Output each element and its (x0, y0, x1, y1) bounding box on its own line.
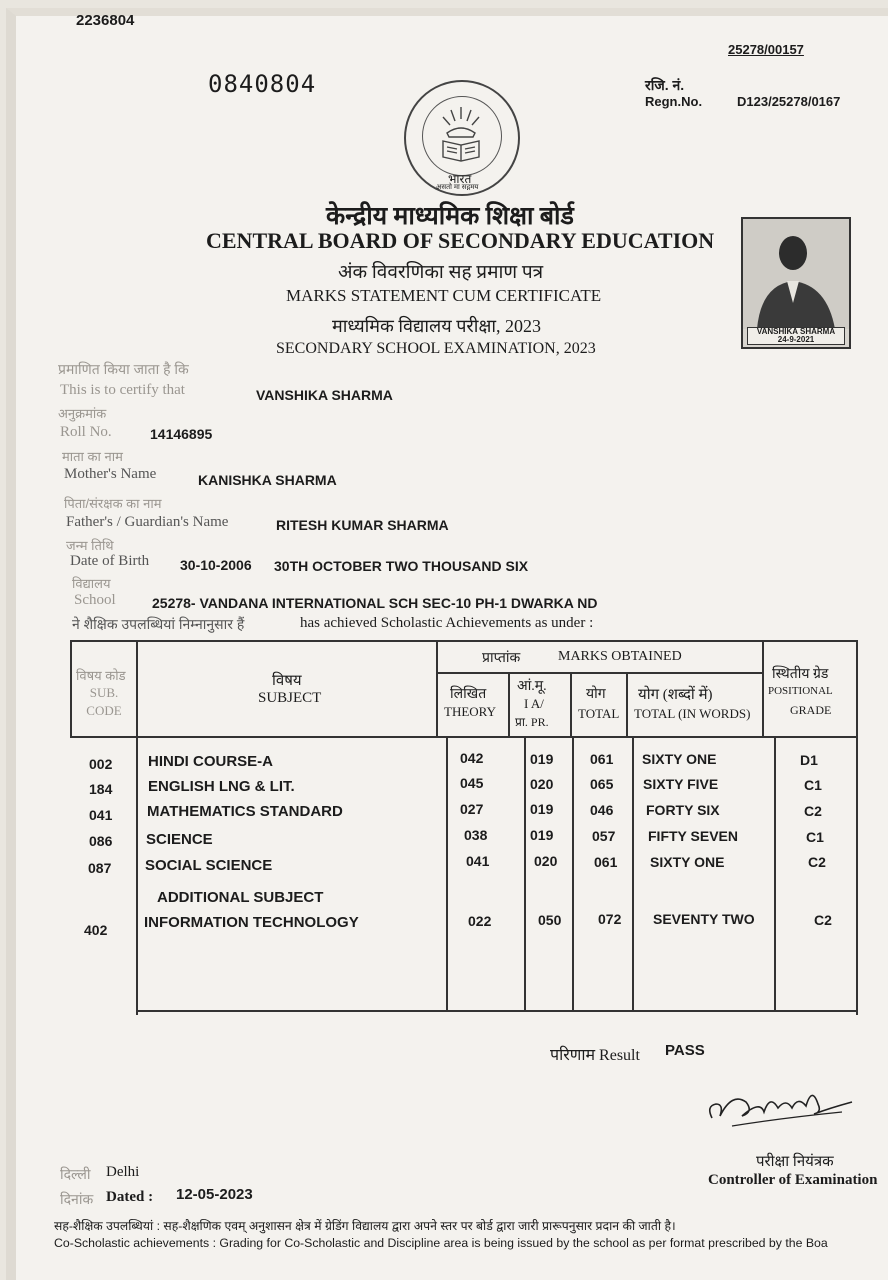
dob-label-hindi: जन्म तिथि (66, 538, 114, 553)
row-2-subject: ENGLISH LNG & LIT. (148, 778, 295, 795)
seal-motto: असतो मा सद्गमय (436, 184, 479, 191)
header-ia: I A/ (524, 696, 544, 711)
exam-title-hindi: माध्यमिक विद्यालय परीक्षा, 2023 (332, 316, 542, 336)
row-6-subject: INFORMATION TECHNOLOGY (144, 914, 359, 931)
row-3-grade: C2 (804, 803, 822, 819)
school-label-hindi: विद्यालय (72, 576, 111, 591)
header-marks-hindi: प्राप्तांक (482, 651, 521, 666)
row-5-total: 061 (594, 854, 618, 870)
dob-label: Date of Birth (70, 553, 150, 569)
header-grade-line2: GRADE (790, 703, 832, 717)
regn-label: Regn.No. (645, 94, 703, 109)
mother-label-hindi: माता का नाम (62, 449, 123, 464)
header-practical: प्रा. PR. (515, 715, 549, 729)
place-value: Delhi (106, 1164, 140, 1180)
reference-number-top: 25278/00157 (728, 42, 804, 57)
regn-label-hindi: रजि. नं. (645, 77, 685, 93)
certify-label-hindi: प्रमाणित किया जाता है कि (58, 361, 189, 377)
father-label-hindi: पिता/संरक्षक का नाम (64, 496, 162, 511)
row-4-theory: 038 (464, 827, 488, 843)
row-5-code: 087 (88, 860, 112, 876)
student-name: VANSHIKA SHARMA (256, 387, 393, 403)
cbse-seal-emblem (404, 80, 520, 196)
row-6-theory: 022 (468, 913, 492, 929)
row-3-theory: 027 (460, 801, 484, 817)
date-of-birth: 30-10-2006 (180, 557, 252, 573)
row-6-grade: C2 (814, 912, 832, 928)
header-marks: MARKS OBTAINED (558, 649, 682, 664)
row-4-subject: SCIENCE (146, 831, 213, 848)
row-6-ia: 050 (538, 912, 562, 928)
row-6-code: 402 (84, 922, 108, 938)
regn-number: D123/25278/0167 (737, 94, 841, 109)
serial-number-top: 2236804 (76, 12, 135, 29)
row-2-grade: C1 (804, 777, 822, 793)
board-name: CENTRAL BOARD OF SECONDARY EDUCATION (206, 228, 715, 253)
achieved-label-hindi: ने शैक्षिक उपलब्धियां निम्नानुसार हैं (72, 616, 245, 632)
header-code: SUB. CODE (86, 685, 122, 718)
header-words-hindi: योग (शब्दों में) (638, 687, 713, 703)
controller-title-hindi: परीक्षा नियंत्रक (756, 1154, 834, 1170)
row-5-grade: C2 (808, 854, 826, 870)
row-2-ia: 020 (530, 776, 554, 792)
row-1-ia: 019 (530, 751, 554, 767)
row-4-ia: 019 (530, 827, 554, 843)
exam-title: SECONDARY SCHOOL EXAMINATION, 2023 (276, 340, 596, 357)
header-grade-hindi: स्थितीय ग्रेड (772, 667, 829, 682)
footer-note-hindi: सह-शैक्षिक उपलब्धियां : सह-शैक्षणिक एवम् अनुशासन क्षेत्र में ग्रेडिंग विद्यालय द्वारा अपने स्तर पर बोर्ड द्वारा जारी प्रारूपनुसार प्रदान की जाती है। (54, 1219, 676, 1233)
row-3-ia: 019 (530, 801, 554, 817)
mother-label: Mother's Name (64, 466, 157, 482)
result-value: PASS (665, 1042, 705, 1059)
controller-title: Controller of Examination (708, 1172, 878, 1188)
header-ia-hindi: आं.मू. (517, 679, 547, 694)
issue-date: 12-05-2023 (176, 1186, 253, 1203)
result-label: परिणाम Result (550, 1047, 640, 1064)
row-2-total: 065 (590, 776, 614, 792)
row-5-words: SIXTY ONE (650, 854, 725, 870)
dated-label-hindi: दिनांक (60, 1191, 94, 1207)
document-title-hindi: अंक विवरणिका सह प्रमाण पत्र (338, 262, 544, 283)
header-subject-hindi: विषय (272, 673, 302, 689)
row-4-total: 057 (592, 828, 616, 844)
lamp-book-icon (423, 97, 500, 174)
row-1-code: 002 (89, 756, 113, 772)
row-3-code: 041 (89, 807, 113, 823)
row-2-code: 184 (89, 781, 113, 797)
row-6-words: SEVENTY TWO (653, 911, 755, 927)
roll-number: 14146895 (150, 426, 213, 442)
row-1-theory: 042 (460, 750, 484, 766)
photo-caption (747, 327, 845, 345)
row-1-subject: HINDI COURSE-A (148, 753, 274, 770)
roll-label-hindi: अनुक्रमांक (58, 406, 107, 421)
photo-caption-date: 24-9-2021 (777, 335, 815, 344)
student-photo (741, 217, 851, 349)
header-words: TOTAL (IN WORDS) (634, 706, 751, 721)
row-6-total: 072 (598, 911, 622, 927)
header-grade-line1: POSITIONAL (768, 685, 833, 697)
dated-label: Dated : (106, 1189, 154, 1205)
row-4-words: FIFTY SEVEN (648, 828, 738, 844)
row-3-subject: MATHEMATICS STANDARD (147, 803, 343, 820)
header-theory-hindi: लिखित (450, 687, 487, 702)
photo-caption-name: VANSHIKA SHARMA (756, 327, 836, 336)
document-title: MARKS STATEMENT CUM CERTIFICATE (286, 286, 602, 305)
row-1-total: 061 (590, 751, 614, 767)
header-total-hindi: योग (586, 687, 606, 702)
controller-signature (702, 1078, 858, 1132)
row-4-grade: C1 (806, 829, 824, 845)
row-1-grade: D1 (800, 752, 818, 768)
board-name-hindi: केन्द्रीय माध्यमिक शिक्षा बोर्ड (326, 203, 574, 230)
additional-subject-label: ADDITIONAL SUBJECT (157, 889, 324, 906)
achieved-label: has achieved Scholastic Achievements as under : (300, 615, 594, 631)
row-5-theory: 041 (466, 853, 490, 869)
certify-label: This is to certify that (60, 382, 185, 398)
row-1-words: SIXTY ONE (642, 751, 717, 767)
footer-note: Co-Scholastic achievements : Grading for Co-Scholastic and Discipline area is being issued by the school as per format prescribed by the Boa (54, 1236, 828, 1250)
header-theory: THEORY (444, 704, 496, 719)
place-label-hindi: दिल्ली (60, 1166, 91, 1182)
row-4-code: 086 (89, 833, 113, 849)
row-2-theory: 045 (460, 775, 484, 791)
row-5-subject: SOCIAL SCIENCE (145, 857, 273, 874)
header-total: TOTAL (578, 706, 620, 721)
father-name: RITESH KUMAR SHARMA (276, 517, 449, 533)
school-label: School (74, 592, 116, 608)
seal-bottom-text: भारत (448, 172, 472, 186)
row-3-total: 046 (590, 802, 614, 818)
student-portrait-image (743, 219, 849, 329)
school-name: 25278- VANDANA INTERNATIONAL SCH SEC-10 PH-1 DWARKA ND (152, 595, 598, 611)
row-3-words: FORTY SIX (646, 802, 720, 818)
roll-label: Roll No. (60, 424, 112, 440)
row-2-words: SIXTY FIVE (643, 776, 719, 792)
header-code-hindi: विषय कोड (76, 668, 126, 683)
row-5-ia: 020 (534, 853, 558, 869)
father-label: Father's / Guardian's Name (66, 514, 229, 530)
mother-name: KANISHKA SHARMA (198, 472, 337, 488)
header-subject: SUBJECT (258, 690, 322, 706)
certificate-number: 0840804 (208, 70, 317, 98)
date-of-birth-words: 30TH OCTOBER TWO THOUSAND SIX (274, 558, 529, 574)
